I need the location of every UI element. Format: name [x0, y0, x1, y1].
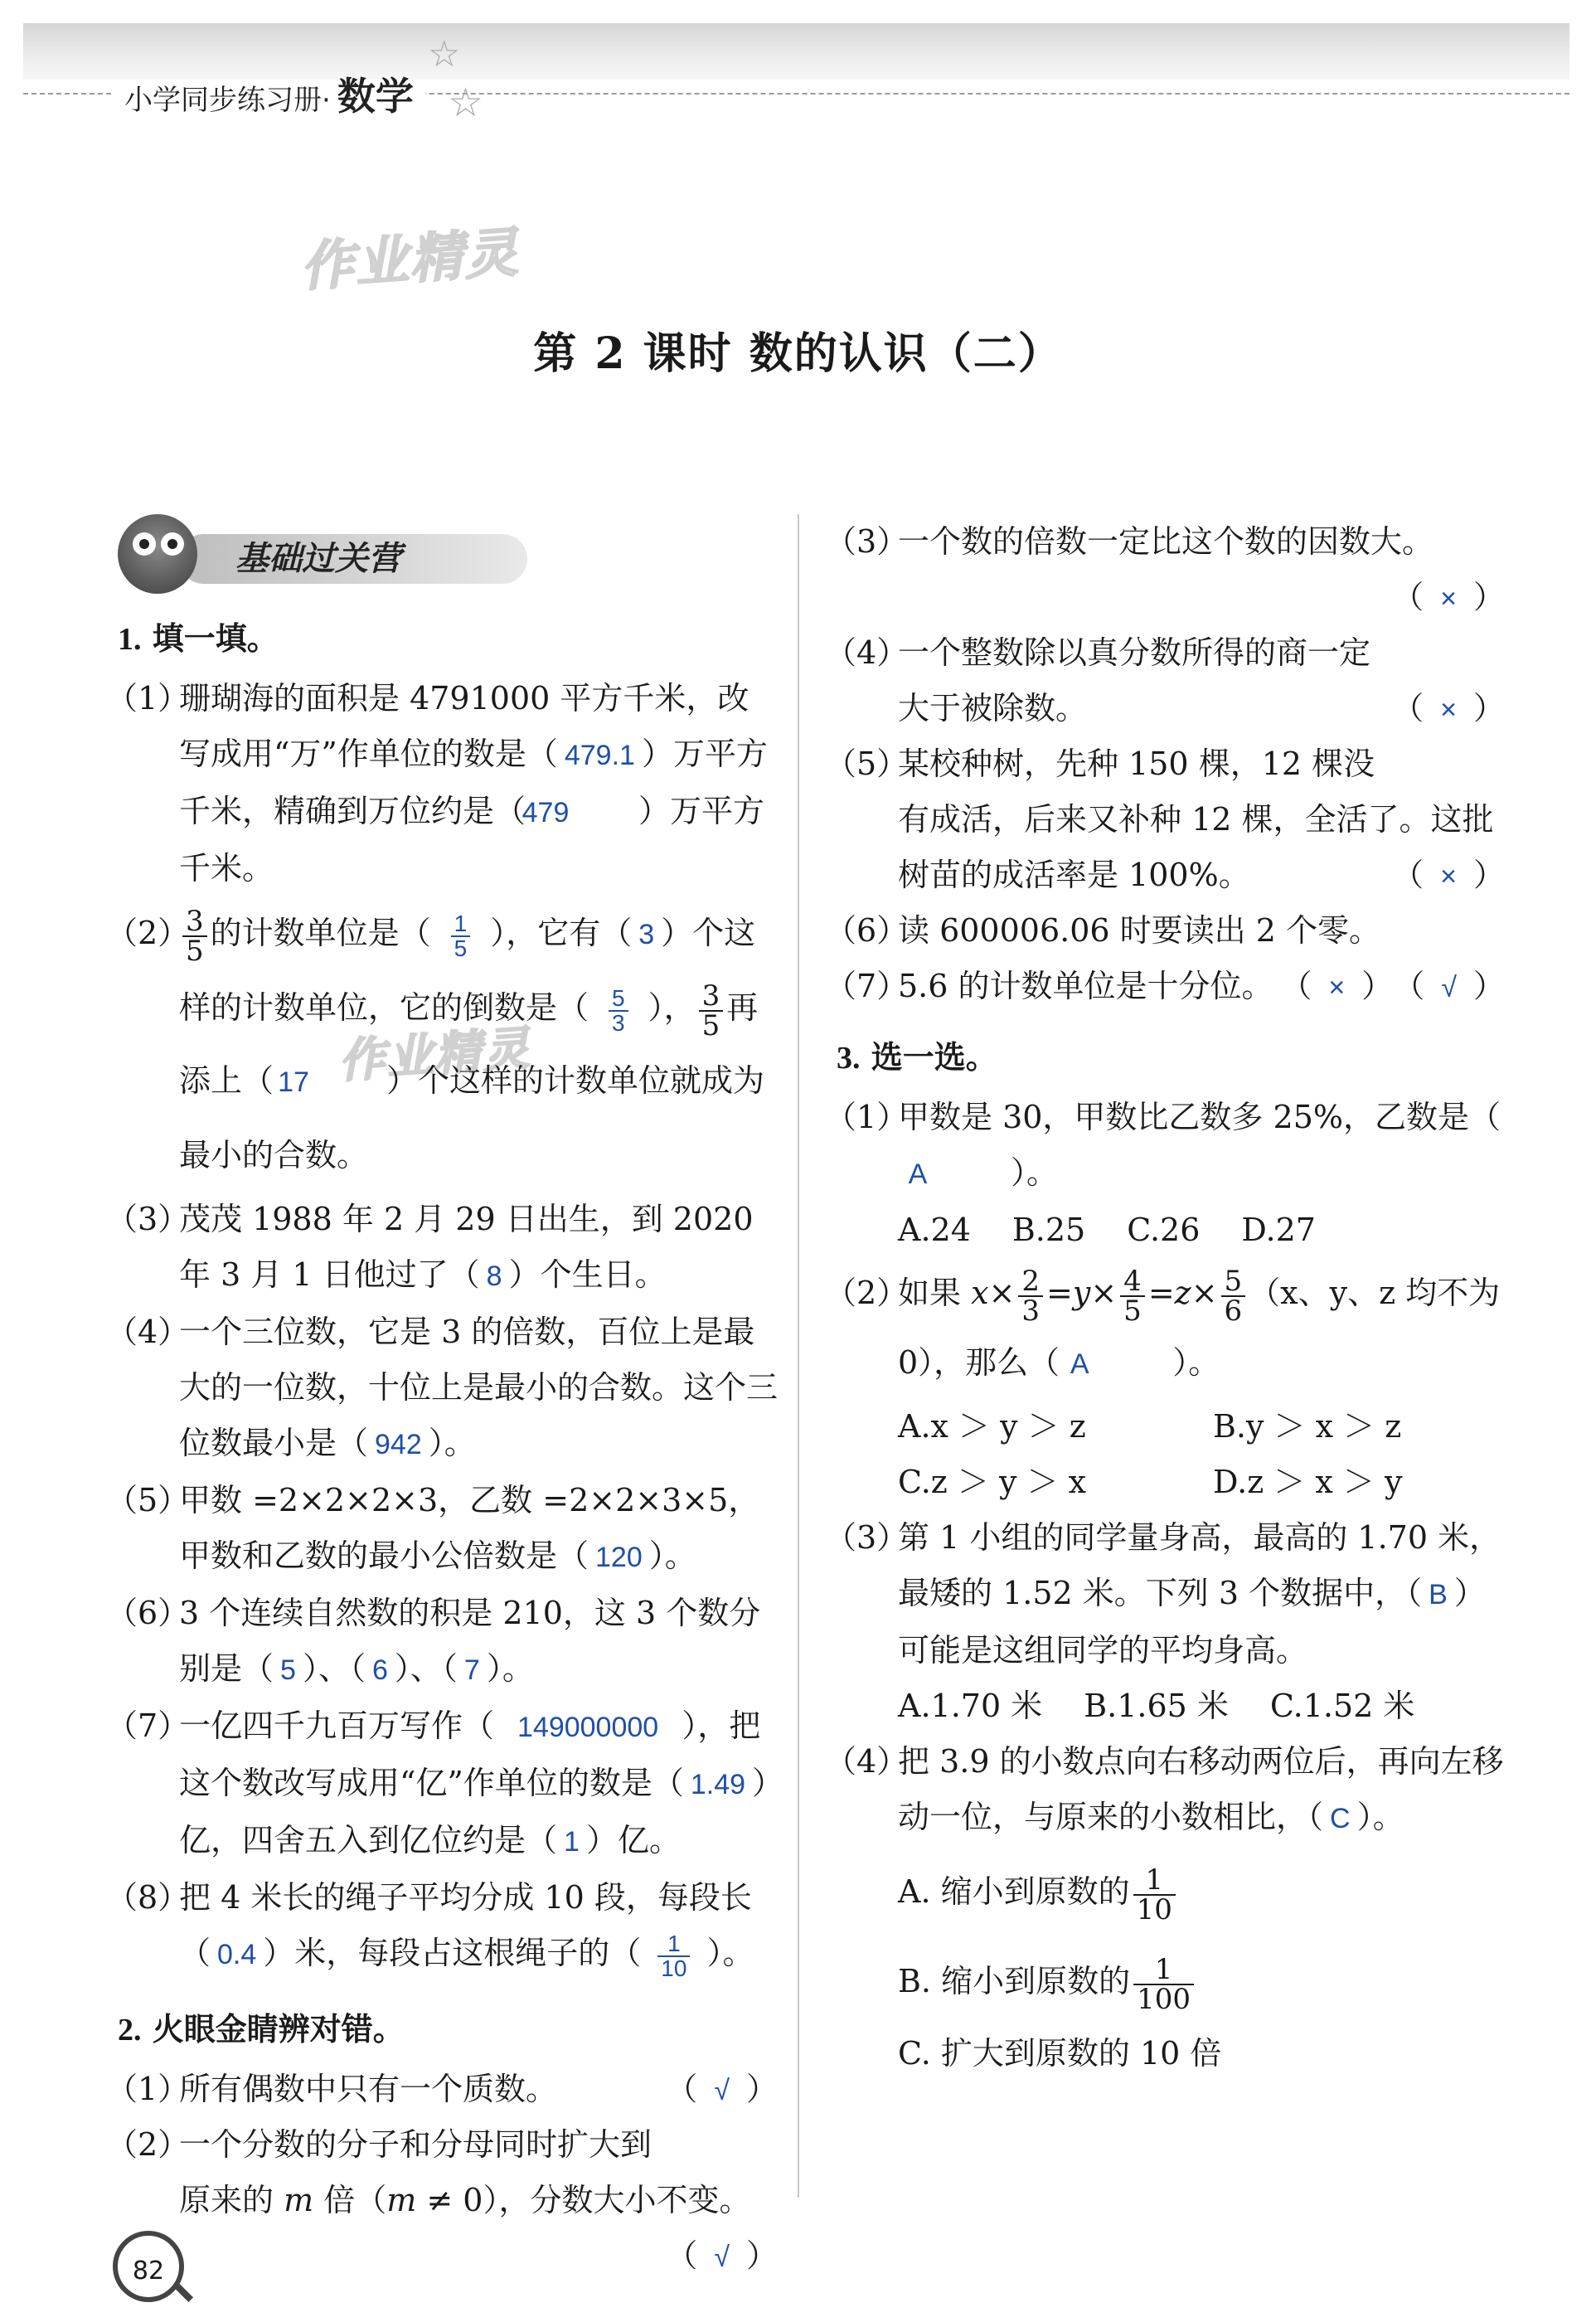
- answer: 1: [451, 912, 471, 937]
- answer: 120: [595, 1542, 643, 1573]
- answer: ×: [1440, 583, 1457, 615]
- frog-mascot-icon: [118, 514, 197, 594]
- subject-name: 数学: [337, 74, 414, 119]
- header-band: [23, 23, 1569, 80]
- answer: 6: [371, 1654, 388, 1686]
- question-3-2: （2）如果 x× $\frac{2}{3}$ =y× $\frac{4}{5}$ =z× $\frac{5}{6}$ （x、y、z 均不为 0），那么（ A ）。: [825, 1258, 1505, 1399]
- question-1-4: （4）一个三位数，它是 3 的倍数，百位上是最大的一位数，十位上是最小的合数。这个三位数最小是（ 942 ）。: [106, 1314, 779, 1461]
- question-2-2: （2）一个分数的分子和分母同时扩大到原来的 m 倍（m ≠ 0），分数大小不变。 （ √ ）: [106, 2126, 778, 2274]
- answer: 5: [609, 987, 628, 1012]
- answer: √: [714, 2242, 730, 2273]
- question-3-3: （3）第 1 小组的同学量身高，最高的 1.70 米，最矮的 1.52 米。下列 3 个数据中，（ B ）可能是这组同学的平均身高。: [825, 1519, 1501, 1669]
- answer: ×: [1328, 972, 1346, 1003]
- column-divider: [798, 514, 799, 2198]
- section-heading: 1. 填一填。: [118, 619, 279, 657]
- answer: 942: [375, 1429, 422, 1460]
- answer: 479.1: [564, 740, 635, 771]
- page-number: 82: [113, 2231, 184, 2302]
- option-b: B. 缩小到原数的 $\frac{1}{100}$: [825, 1936, 1505, 2026]
- question-1-7: （7）一亿四千九百万写作（ 149000000 ），把这个数改写成用“亿”作单位的数是（ 1.49 ）亿，四舍五入到亿位约是（ 1 ）亿。: [106, 1707, 769, 1858]
- answer: 1: [564, 1826, 580, 1858]
- option-c: C. 扩大到原数的 10 倍: [898, 2035, 1222, 2072]
- question-3-4: （4）把 3.9 的小数点向右移动两位后，再向左移动一位，与原来的小数相比，（ C ）。: [825, 1743, 1504, 1835]
- question-1-6: （6）3 个连续自然数的积是 210，这 3 个数分别是（ 5 ）、（ 6 ）、（ 7 ）。: [106, 1595, 761, 1687]
- answer: ×: [1440, 861, 1457, 892]
- answer: 3: [638, 919, 655, 950]
- question-1-5: （5）甲数 =2×2×2×3，乙数 =2×2×3×5，甲数和乙数的最小公倍数是（ 120 ）。: [106, 1482, 760, 1574]
- question-3-1: （1）甲数是 30，甲数比乙数多 25%，乙数是（A ）。: [825, 1090, 1505, 1202]
- options: A.1.70 米 B.1.65 米 C.1.52 米: [898, 1688, 1415, 1724]
- question-1-8: （8）把 4 米长的绳子平均分成 10 段，每段长（ 0.4 ）米，每段占这根绳子的（ $\frac{1}{10}$ ）。: [106, 1879, 754, 1981]
- lesson-title: 第 2 课时 数的认识（二）: [533, 328, 1063, 379]
- section-heading: 2. 火眼金睛辨对错。: [118, 2010, 405, 2048]
- answer: C: [1330, 1803, 1351, 1834]
- answer: √: [1441, 972, 1457, 1003]
- answer: 17: [278, 1066, 309, 1098]
- answer: √: [714, 2075, 730, 2106]
- question-1-1: （1）珊瑚海的面积是 4791000 平方千米，改写成用“万”作单位的数是（ 479.1 ）万平方千米，精确到万位约是（479 ）万平方千米。: [106, 680, 768, 887]
- section-heading: 3. 选一选。: [837, 1038, 997, 1076]
- answer: ×: [1440, 694, 1457, 726]
- options: A.x ＞ y ＞ z B.y ＞ x ＞ z C.z ＞ y ＞ x D.z ＞ x ＞ y: [898, 1408, 1403, 1500]
- question-2-5: （5）某校种树，先种 150 棵，12 棵没有成活，后来又补种 12 棵，全活了。这批树苗的成活率是 100%。 （ × ）: [825, 746, 1505, 893]
- book-title: [113, 74, 425, 119]
- option-a: A. 缩小到原数的 $\frac{1}{10}$: [825, 1847, 1505, 1936]
- answer: 479: [521, 797, 570, 828]
- question-1-3: （3）茂茂 1988 年 2 月 29 日出生，到 2020 年 3 月 1 日他过了（ 8 ）个生日。: [106, 1201, 754, 1293]
- question-2-3: （3）一个数的倍数一定比这个数的因数大。 （ × ）: [825, 523, 1505, 615]
- question-2-1: （1）所有偶数中只有一个质数。 （ √ ）: [106, 2071, 778, 2107]
- series-name: 小学同步练习册·: [124, 84, 331, 117]
- star-icon: ☆: [448, 80, 484, 126]
- watermark: 作业精灵: [337, 1021, 533, 1090]
- answer: 7: [463, 1654, 480, 1686]
- answer: 0.4: [217, 1939, 257, 1970]
- left-column: [106, 514, 778, 2286]
- options: A.24 B.25 C.26 D.27: [898, 1212, 1316, 1248]
- answer: 149000000: [517, 1712, 659, 1743]
- answer: 1.49: [690, 1769, 746, 1800]
- right-column: [825, 514, 1505, 2082]
- question-2-6: （6）读 600006.06 时要读出 2 个零。 （ √ ）: [825, 912, 1505, 1004]
- star-icon: ☆: [428, 33, 461, 75]
- answer: 5: [280, 1654, 296, 1686]
- question-2-4: （4）一个整数除以真分数所得的商一定大于被除数。 （ × ）: [825, 634, 1505, 726]
- answer: B: [1429, 1579, 1448, 1610]
- answer: 8: [486, 1261, 502, 1292]
- answer: A: [1070, 1348, 1089, 1380]
- watermark: 作业精灵: [298, 221, 521, 299]
- question-1-2: （2） $\frac{3}{5}$ 的计数单位是（ $\frac{1}{5}$ ），它有（ 3 ）个这样的计数单位，它的倒数是（ $\frac{5}{3}$ ）， $\frac{3}{5}$ 再添上（ 17 ）个这样的计数单位就成为最小的合数。: [106, 904, 765, 1173]
- section-banner: [106, 514, 778, 600]
- answer: A: [908, 1159, 928, 1190]
- banner-label: 基础过关营: [179, 534, 527, 584]
- answer: 1: [657, 1932, 690, 1957]
- question-2-7: （7）5.6 的计数单位是十分位。 （ × ）: [825, 968, 1394, 1004]
